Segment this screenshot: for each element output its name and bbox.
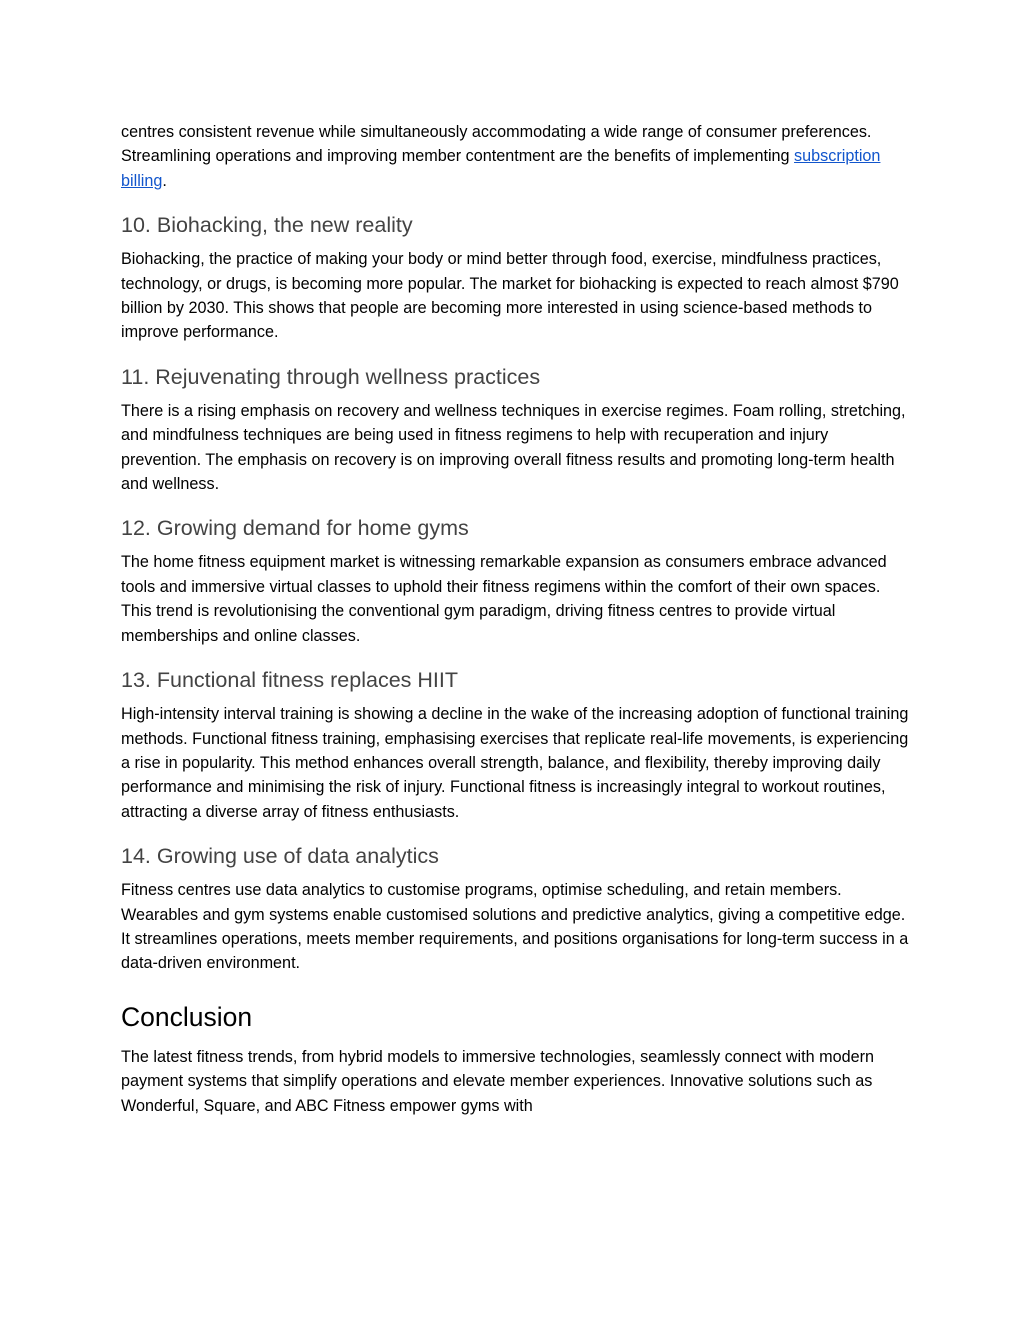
section-heading-12: 12. Growing demand for home gyms	[121, 516, 469, 541]
subscription-billing-link[interactable]: subscription billing	[121, 147, 881, 190]
section-body-14: Fitness centres use data analytics to customise programs, optimise scheduling, and retain members. Wearables and gym systems enable customised solutions and predictive analytics, giving a competitive edge. It streamlines operations, meets member requirements, and positions organisations for long-term success in a data-driven environment.	[121, 881, 909, 973]
section-body-13: High-intensity interval training is showing a decline in the wake of the increasing adoption of functional training methods. Functional fitness training, emphasising exercises that replicate real-life movements, is experiencing a rise in popularity. This method enhances overall strength, balance, and flexibility, thereby improving daily performance and minimising the risk of injury. Functional fitness is increasingly integral to workout routines, attracting a diverse array of fitness enthusiasts.	[121, 705, 909, 821]
section-heading-14: 14. Growing use of data analytics	[121, 844, 439, 869]
intro-text-end: .	[162, 171, 167, 190]
section-heading-13: 13. Functional fitness replaces HIIT	[121, 668, 458, 693]
section-heading-11: 11. Rejuvenating through wellness practices	[121, 364, 541, 389]
section-body-11: There is a rising emphasis on recovery and wellness techniques in exercise regimes. Foam rolling, stretching, and mindfulness techniques are being used in fitness regimens to help with recuperation and injury prevention. The emphasis on recovery is on improving overall fitness results and promoting long-term health and wellness.	[121, 401, 906, 494]
intro-paragraph	[121, 120, 911, 193]
conclusion-heading: Conclusion	[121, 1001, 253, 1032]
section-heading-10: 10. Biohacking, the new reality	[121, 213, 413, 238]
intro-text: centres consistent revenue while simultaneously accommodating a wide range of consumer preferences. Streamlining operations and improving member contentment are the benefits of implementing	[121, 123, 872, 166]
section-body-10: Biohacking, the practice of making your body or mind better through food, exercise, mindfulness practices, technology, or drugs, is becoming more popular. The market for biohacking is expected to reach almost $790 billion by 2030. This shows that people are becoming more interested in using science-based methods to improve performance.	[121, 250, 899, 342]
conclusion-body: The latest fitness trends, from hybrid models to immersive technologies, seamlessly connect with modern payment systems that simplify operations and elevate member experiences. Innovative solutions such as Wonderful, Square, and ABC Fitness empower gyms with	[121, 1047, 875, 1115]
document-page	[121, 120, 911, 1118]
section-body-12: The home fitness equipment market is witnessing remarkable expansion as consumers embrace advanced tools and immersive virtual classes to uphold their fitness regimens within the comfort of their own spaces. This trend is revolutionising the conventional gym paradigm, driving fitness centres to provide virtual memberships and online classes.	[121, 553, 887, 645]
